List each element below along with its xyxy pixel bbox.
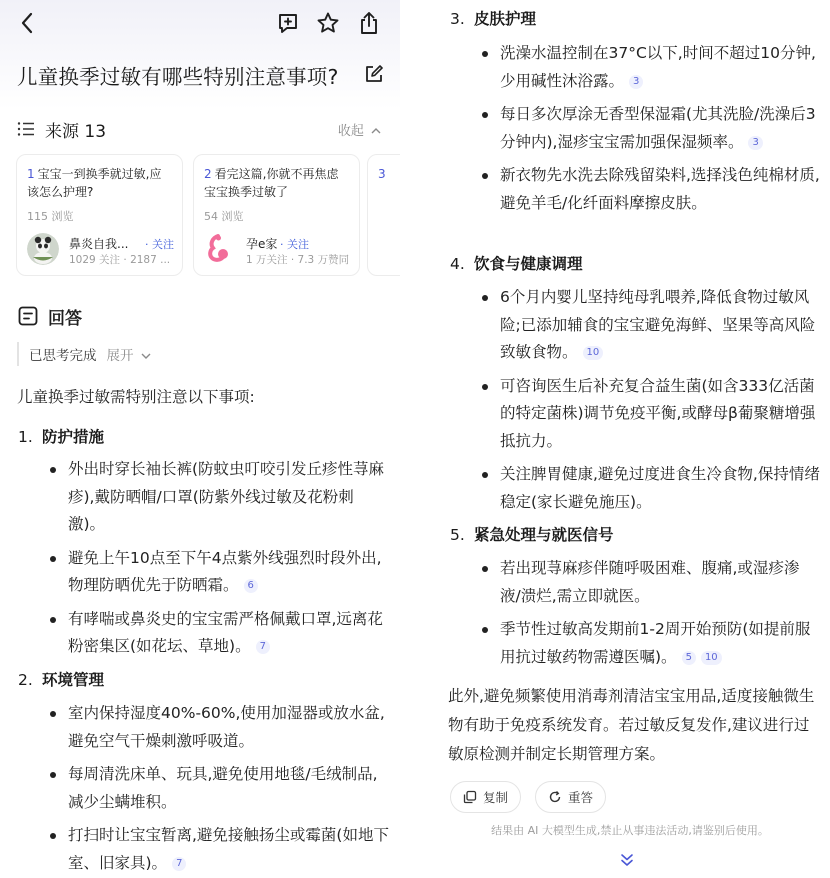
ai-disclaimer: 结果由 AI 大模型生成,禁止从事违法活动,请鉴别后使用。	[491, 824, 769, 837]
source-cards	[16, 154, 400, 278]
source-card[interactable]	[367, 154, 400, 276]
share-icon	[358, 11, 380, 35]
citation-badge[interactable]: 3	[748, 136, 762, 150]
back-arrow-icon	[20, 12, 34, 34]
avatar	[27, 233, 59, 265]
source-card-title-text: 看完这篇,你就不再焦虑宝宝换季过敏了	[204, 167, 339, 199]
answer-summary: 此外,避免频繁使用消毒剂清洁宝宝用品,适度接触微生物有助于免疫系统发育。若过敏反复发作,建议进行过敏原检测并制定长期管理方案。	[448, 687, 815, 763]
section-heading	[450, 521, 614, 549]
section-number: 3.	[450, 10, 465, 28]
section-list	[48, 456, 390, 661]
list-item-text: 每周清洗床单、玩具,避免使用地毯/毛绒制品,减少尘螨堆积。	[68, 765, 378, 811]
add-note-button[interactable]	[273, 8, 303, 38]
list-item	[480, 40, 820, 95]
citation-badge[interactable]: 10	[701, 651, 722, 665]
section-title: 紧急处理与就医信号	[474, 526, 614, 544]
source-card-title-text: 宝宝一到换季就过敏,应该怎么护理?	[27, 167, 162, 199]
copy-label: 复制	[483, 790, 509, 805]
expand-button[interactable]	[107, 344, 151, 364]
favorite-button[interactable]	[313, 8, 343, 38]
answer-title: 回答	[48, 308, 82, 329]
collapse-label: 收起	[337, 124, 364, 139]
thought-status-label: 已思考完成	[29, 348, 97, 364]
source-card[interactable]	[16, 154, 183, 276]
refresh-icon	[548, 790, 562, 804]
section-title: 饮食与健康调理	[474, 255, 583, 273]
list-item-text: 6个月内婴儿坚持纯母乳喂养,降低食物过敏风险;已添加辅食的宝宝避免海鲜、坚果等高风险致敏食物。	[500, 288, 816, 361]
expand-label: 展开	[106, 348, 134, 364]
author-name: 鼻炎自我...	[69, 237, 129, 251]
chevron-down-icon	[141, 352, 151, 360]
list-item-text: 若出现荨麻疹伴随呼吸困难、腹痛,或湿疹渗液/溃烂,需立即就医。	[500, 559, 800, 605]
list-item	[48, 761, 390, 816]
copy-button[interactable]	[450, 781, 521, 813]
regenerate-button[interactable]	[535, 781, 606, 813]
regenerate-label: 重答	[568, 790, 594, 805]
left-panel	[0, 0, 400, 878]
source-card-author	[204, 233, 354, 267]
sources-count: 来源 13	[45, 121, 107, 142]
list-item	[48, 545, 390, 600]
chat-plus-icon	[276, 11, 300, 35]
citation-badge[interactable]: 7	[256, 640, 270, 654]
collapse-sources-button[interactable]	[338, 120, 381, 139]
source-card-author	[27, 233, 177, 267]
citation-badge[interactable]: 10	[583, 346, 604, 360]
top-bar	[0, 8, 400, 40]
section-heading	[18, 423, 104, 451]
list-item	[48, 456, 390, 539]
list-item-text: 可咨询医生后补充复合益生菌(如含333亿活菌的特定菌株)调节免疫平衡,或酵母β葡聚糖增强抵抗力。	[500, 376, 816, 450]
edit-icon	[364, 64, 384, 84]
source-card-number: 1	[27, 167, 35, 181]
author-name: 孕e家	[246, 237, 278, 251]
section-heading	[450, 5, 536, 33]
share-button[interactable]	[354, 8, 384, 38]
citation-badge[interactable]: 6	[244, 579, 258, 593]
section-heading	[18, 666, 104, 694]
answer-icon	[18, 306, 38, 326]
list-item-text: 洗澡水温控制在37°C以下,时间不超过10分钟,少用碱性沐浴露。	[500, 44, 816, 90]
list-item	[48, 606, 390, 661]
list-item-text: 外出时穿长袖长裤(防蚊虫叮咬引发丘疹性荨麻疹),戴防晒帽/口罩(防紫外线过敏及花粉刺激)。	[68, 460, 385, 533]
edit-question-button[interactable]	[364, 64, 384, 88]
list-item	[480, 555, 820, 610]
source-card-views: 115 浏览	[27, 210, 74, 223]
list-item	[480, 284, 820, 367]
thought-status[interactable]	[17, 342, 151, 366]
citation-badge[interactable]: 5	[682, 651, 696, 665]
star-icon	[316, 11, 340, 35]
section-number: 2.	[18, 671, 33, 689]
list-item	[480, 101, 820, 156]
source-card-title	[27, 165, 172, 203]
section-number: 1.	[18, 428, 33, 446]
list-item-text: 季节性过敏高发期前1-2周开始预防(如提前服用抗过敏药物需遵医嘱)。	[500, 620, 811, 666]
section-list	[480, 555, 820, 671]
list-item	[480, 373, 820, 456]
scroll-more-button[interactable]	[620, 852, 634, 871]
source-card-title	[204, 165, 349, 203]
list-item-text: 避免上午10点至下午4点紫外线强烈时段外出,物理防晒优先于防晒霜。	[68, 548, 382, 594]
question-heading	[17, 60, 392, 90]
list-item	[480, 162, 820, 217]
list-item	[48, 822, 390, 877]
sources-header	[17, 117, 387, 141]
answer-intro: 儿童换季过敏需特别注意以下事项:	[17, 388, 255, 406]
section-title: 皮肤护理	[474, 10, 537, 28]
source-card-number: 2	[204, 167, 212, 181]
source-card[interactable]	[193, 154, 360, 276]
answer-actions	[450, 781, 620, 813]
section-heading	[450, 250, 583, 278]
section-title: 环境管理	[42, 671, 105, 689]
section-list	[48, 700, 390, 877]
list-icon	[17, 121, 35, 137]
follow-button[interactable]: · 关注	[280, 238, 309, 251]
list-item-text: 打扫时让宝宝暂离,避免接触扬尘或霉菌(如地下室、旧家具)。	[68, 826, 389, 872]
copy-icon	[463, 790, 477, 804]
section-number: 4.	[450, 255, 465, 273]
section-list	[480, 40, 820, 217]
list-item-text: 关注脾胃健康,避免过度进食生冷食物,保持情绪稳定(家长避免施压)。	[500, 465, 820, 511]
citation-badge[interactable]: 7	[172, 857, 186, 871]
right-panel	[430, 0, 830, 878]
section-list	[480, 284, 820, 516]
source-card-title	[378, 165, 400, 203]
list-item-text: 室内保持湿度40%-60%,使用加湿器或放水盆,避免空气干燥刺激呼吸道。	[68, 704, 385, 750]
avatar	[204, 233, 236, 265]
back-button[interactable]	[12, 8, 42, 38]
question-title: 儿童换季过敏有哪些特别注意事项?	[17, 65, 339, 89]
section-title: 防护措施	[42, 428, 105, 446]
list-item	[480, 616, 820, 671]
citation-badge[interactable]: 3	[629, 75, 643, 89]
double-chevron-down-icon	[620, 853, 634, 867]
list-item	[480, 461, 820, 516]
list-item-text: 有哮喘或鼻炎史的宝宝需严格佩戴口罩,远离花粉密集区(如花坛、草地)。	[68, 609, 383, 655]
list-item-text: 每日多次厚涂无香型保湿霜(尤其洗脸/洗澡后3分钟内),湿疹宝宝需加强保湿频率。	[500, 105, 816, 151]
author-stats: 1029 关注 · 2187 ...	[69, 254, 171, 266]
author-stats: 1 万关注 · 7.3 万赞同	[246, 254, 350, 266]
section-number: 5.	[450, 526, 465, 544]
follow-button[interactable]: · 关注	[145, 238, 174, 251]
source-card-number: 3	[378, 167, 386, 181]
chevron-up-icon	[371, 127, 381, 135]
list-item-text: 新衣物先水洗去除残留染料,选择浅色纯棉材质,避免羊毛/化纤面料摩擦皮肤。	[500, 166, 820, 212]
list-item	[48, 700, 390, 755]
answer-header	[18, 304, 82, 328]
source-card-views: 54 浏览	[204, 210, 244, 223]
